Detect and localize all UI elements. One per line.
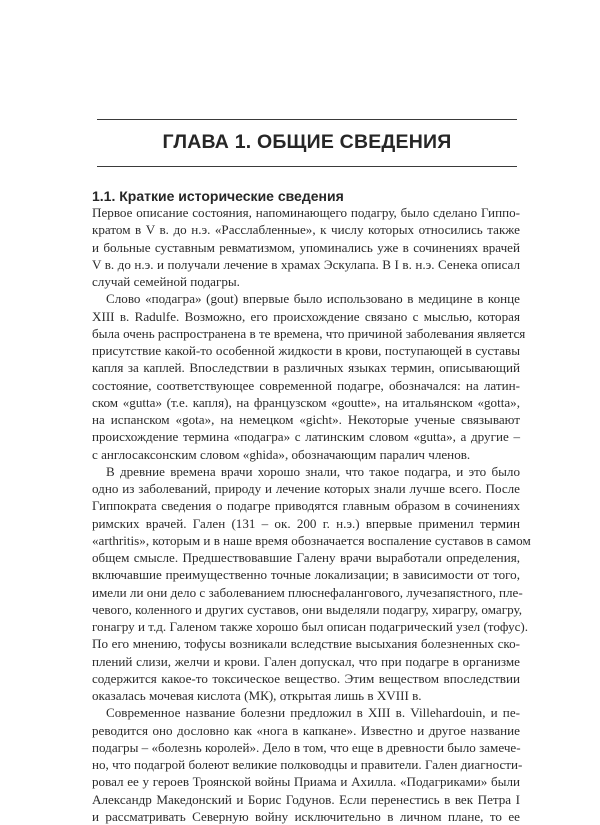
text-line: чевого, коленного и других суставов, они выделяли подагру, хирагру, омагру, (92, 601, 522, 617)
text-line: капля за каплей. Впоследствии в различных языках термин, описывающий (92, 360, 520, 376)
text-line: происхождение термина «подагра» с латинским словом «gutta», а другие – (92, 429, 520, 445)
text-line: кратом в V в. до н.э. «Расслабленные», к числу которых относились также (92, 222, 520, 238)
text-line: По его мнению, тофусы возникали вследствие высыхания болезненных ско- (92, 636, 520, 652)
text-line: Современное название болезни предложил в XIII в. Villehardouin, и пе- (106, 705, 520, 721)
text-line: содержится какое-то токсическое вещество. Этим веществом впоследствии (92, 670, 520, 686)
chapter-top-rule (97, 119, 517, 120)
chapter-bottom-rule (97, 166, 517, 167)
text-line: Первое описание состояния, напоминающего подагру, было сделано Гиппо- (92, 205, 520, 220)
text-line: гонагру и т.д. Галеном также хорошо был описан подагрический узел (тофус). (92, 619, 529, 634)
text-line: плений слизи, желчи и крови. Гален допускал, что при подагре в организме (92, 653, 520, 669)
text-line: состояние, соответствующее современной подагре, обозначался: на латин- (92, 377, 520, 393)
text-line: имели ли они дело с заболеванием плюснефалангового, лучезапястного, пле- (92, 584, 523, 600)
text-line: ском «gutta» (т.е. капля), на французском «goutte», на итальянском «gotta», (92, 394, 520, 410)
text-line: включавшие преимущественно точные локализации; в зависимости от того, (92, 567, 520, 583)
text-line: римских врачей. Гален (131 – ок. 200 г. н.э.) впервые применил термин (92, 515, 520, 531)
text-line: ровал ее у героев Троянской войны Приама и Ахилла. «Подагриками» были (92, 774, 520, 790)
chapter-title: ГЛАВА 1. ОБЩИЕ СВЕДЕНИЯ (162, 131, 452, 153)
text-line: реводится оно дословно как «нога в капкане». Известно и другое название (92, 722, 520, 738)
text-line: и рассматривать Северную войну исключительно в личном плане, то ее (92, 808, 520, 824)
text-line: общем смысле. Предшествовавшие Галену врачи выработали определения, (92, 550, 520, 565)
text-line: Слово «подагра» (gout) впервые было использовано в медицине в конце (106, 291, 520, 307)
text-line: «arthritis», которым и в наше время обозначается воспаление суставов в самом (92, 532, 531, 548)
text-line: была очень распространена в те времена, что причиной заболевания является (92, 325, 526, 341)
text-line: оказалась мочевая кислота (МК), открытая лишь в XVIII в. (92, 688, 422, 703)
text-line: Александр Македонский и Борис Годунов. Если перенестись в век Петра I (92, 791, 520, 807)
body-text (92, 204, 531, 825)
section-heading: 1.1. Краткие исторические сведения (92, 188, 344, 204)
text-line: и больные суставным ревматизмом, упоминались уже в сочинениях врачей (92, 239, 520, 255)
text-line: Гиппократа сведения о подагре приводятся главным образом в сочинениях (92, 498, 520, 514)
text-line: одно из заболеваний, природу и лечение которых знали лучше всего. После (92, 481, 520, 496)
text-line: присутствие какой-то особенной жидкости в крови, поступающей в суставы (92, 343, 520, 358)
text-line: V в. до н.э. и получали лечение в храмах Эскулапа. В I в. н.э. Сенека описал (92, 256, 520, 272)
text-line: В древние времена врачи хорошо знали, что такое подагра, и это было (106, 463, 520, 479)
text-line: случай семейной подагры. (92, 274, 240, 289)
text-line: с англосаксонским словом «ghida», обозначающим паралич членов. (92, 446, 471, 462)
text-line: на испанском «gota», на немецком «gicht». Некоторые ученые связывают (92, 412, 520, 427)
text-line: XIII в. Radulfe. Возможно, его происхождение связано с мыслью, которая (92, 308, 520, 324)
text-line: но, что подагрой болеют великие полководцы и правители. Гален диагности- (92, 757, 523, 772)
text-line: подагры – «болезнь королей». Дело в том, что еще в древности было замече- (92, 739, 521, 755)
